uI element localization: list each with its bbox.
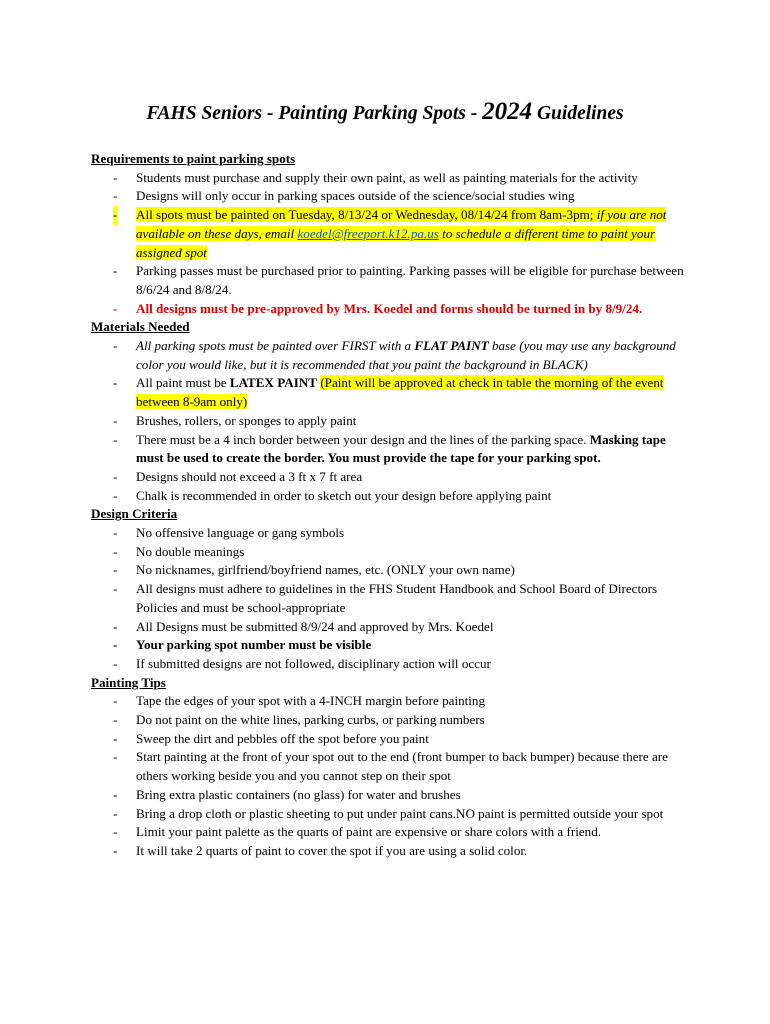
list-item: - All parking spots must be painted over FIRST with a FLAT PAINT base (you may use any background color you would like, but it is recommended that you paint the background in BLACK) [113, 338, 676, 372]
list-item: - Bring extra plastic containers (no glass) for water and brushes [113, 786, 461, 802]
section-heading-design-criteria: Design Criteria [91, 506, 178, 522]
list-item: - Chalk is recommended in order to sketch out your design before applying paint [113, 487, 552, 503]
list-item: - Limit your paint palette as the quarts of paint are expensive or share colors with a friend. [113, 824, 602, 840]
list-item: - All paint must be LATEX PAINT (Paint will be approved at check in table the morning of the event between 8-9am only) [113, 375, 664, 410]
requirements-list [91, 169, 691, 319]
list-item-highlighted: - All spots must be painted on Tuesday, 8/13/24 or Wednesday, 08/14/24 from 8am-3pm; if you are not available on these days, email koedel@freeport.k12.pa.us to schedule a different time to paint your assigned spot [113, 207, 667, 260]
section-heading-materials: Materials Needed [91, 319, 190, 335]
document-body [91, 150, 691, 861]
materials-list [91, 337, 691, 505]
list-item: - All designs must adhere to guidelines in the FHS Student Handbook and School Board of Directors Policies and must be school-appropriate [113, 581, 658, 615]
list-item: - There must be a 4 inch border between your design and the lines of the parking space. Masking tape must be used to create the border. You must provide the tape for your parking spot. [113, 431, 666, 466]
section-heading-requirements: Requirements to paint parking spots [91, 151, 296, 166]
title-prefix: FAHS Seniors - Painting Parking Spots - [146, 103, 483, 124]
section-heading-painting-tips: Painting Tips [91, 674, 166, 690]
list-item: - Brushes, rollers, or sponges to apply paint [113, 412, 357, 428]
email-link[interactable]: koedel@freeport.k12.pa.us [297, 225, 439, 241]
page-title [0, 97, 770, 129]
list-item: - It will take 2 quarts of paint to cover the spot if you are using a solid color. [113, 842, 528, 858]
list-item: - No offensive language or gang symbols [113, 525, 345, 541]
list-item: - Tape the edges of your spot with a 4-INCH margin before painting [113, 693, 486, 709]
list-item: - No double meanings [113, 543, 245, 559]
list-item: - Bring a drop cloth or plastic sheeting to put under paint cans.NO paint is permitted outside your spot [113, 805, 664, 821]
list-item: - Designs should not exceed a 3 ft x 7 ft area [113, 468, 363, 484]
list-item: - Parking passes must be purchased prior to painting. Parking passes will be eligible for purchase between 8/6/24 and 8/8/24. [113, 263, 684, 297]
title-suffix: Guidelines [532, 103, 624, 124]
list-item: - Do not paint on the white lines, parking curbs, or parking numbers [113, 712, 485, 728]
list-item-important: - Your parking spot number must be visible [113, 637, 372, 653]
list-item: - Sweep the dirt and pebbles off the spot before you paint [113, 730, 429, 746]
design-criteria-list [91, 524, 691, 674]
list-item: - All Designs must be submitted 8/9/24 and approved by Mrs. Koedel [113, 618, 494, 634]
list-item: - Start painting at the front of your spot out to the end (front bumper to back bumper) because there are others working beside you and you cannot step on their spot [113, 749, 668, 784]
list-item: - Designs will only occur in parking spaces outside of the science/social studies wing [113, 188, 575, 204]
list-item: - No nicknames, girlfriend/boyfriend names, etc. (ONLY your own name) [113, 562, 515, 578]
list-item-important: - All designs must be pre-approved by Mrs. Koedel and forms should be turned in by 8/9/24. [113, 300, 643, 316]
title-year: 2024 [482, 98, 533, 125]
list-item: - If submitted designs are not followed, disciplinary action will occur [113, 655, 491, 671]
painting-tips-list [91, 692, 691, 860]
list-item: - Students must purchase and supply their own paint, as well as painting materials for the activity [113, 169, 638, 185]
